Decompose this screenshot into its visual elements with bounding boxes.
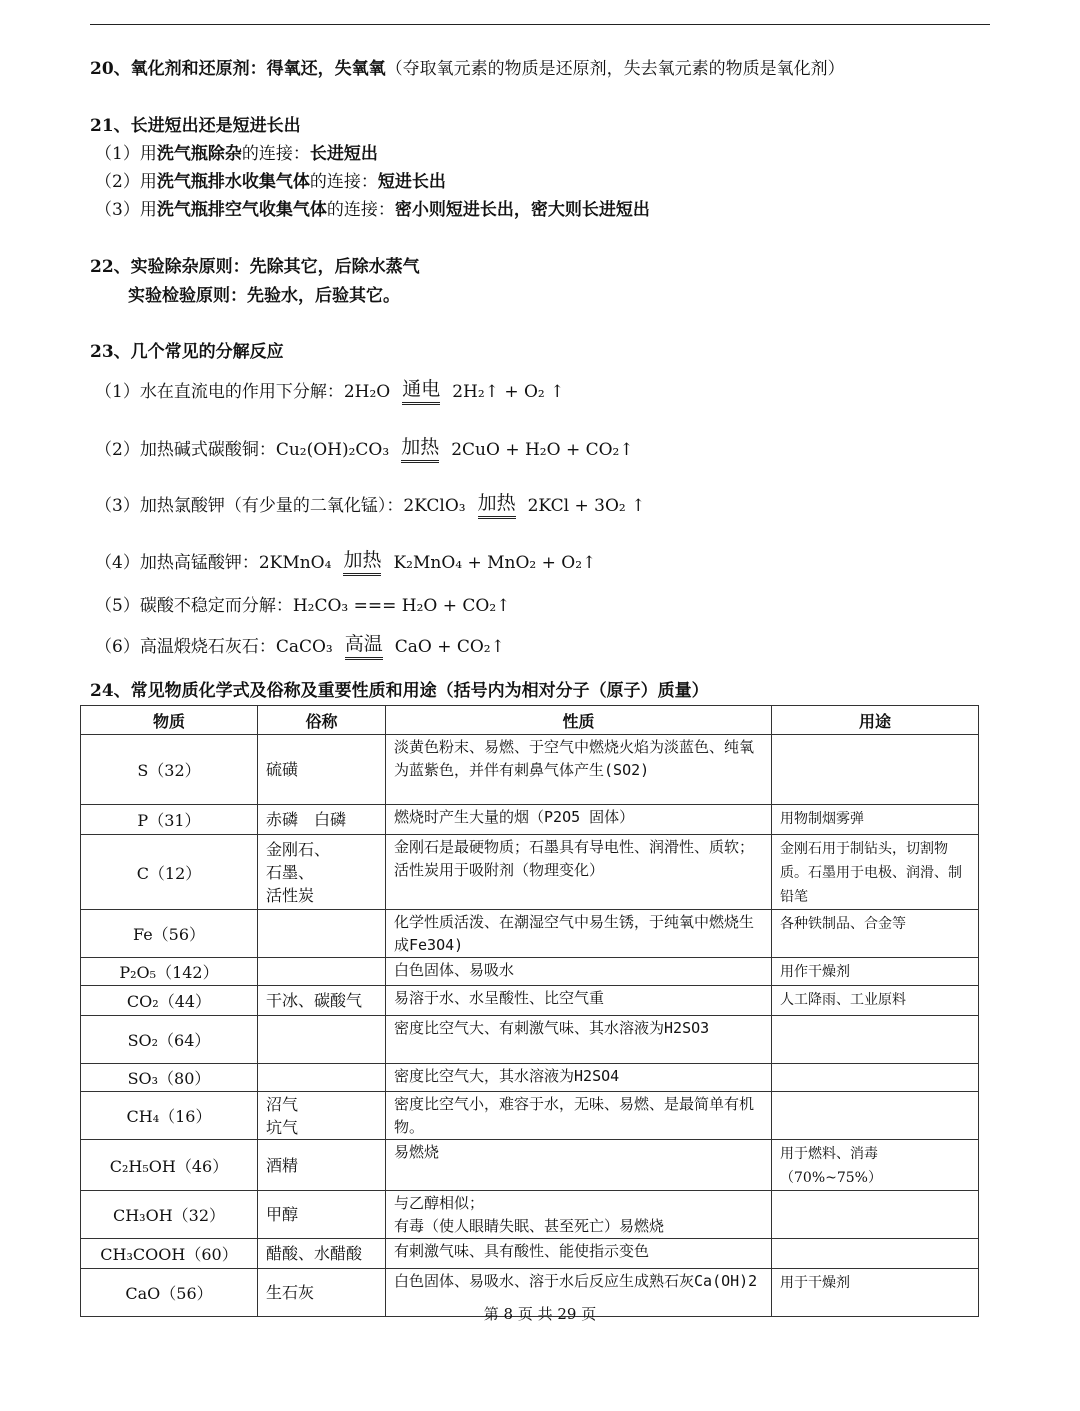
use-cell: 金刚石用于制钻头，切割物质。石墨用于电极、润滑、制铅笔 [772, 835, 979, 910]
table-row [81, 835, 979, 910]
top-rule [90, 24, 990, 25]
table-row [81, 1239, 979, 1269]
alias-cell [258, 958, 386, 986]
substance-cell: CH₃COOH（60） [81, 1239, 258, 1269]
section-21-item [95, 143, 378, 165]
item-prefix: （2）用 [95, 172, 157, 192]
reaction-4 [95, 549, 596, 576]
reaction-6 [95, 633, 505, 660]
alias-cell: 金刚石、 石墨、 活性炭 [258, 835, 386, 910]
table-row [81, 986, 979, 1016]
use-cell [772, 1016, 979, 1064]
alias-cell: 酒精 [258, 1140, 386, 1191]
alias-cell [258, 1016, 386, 1064]
column-header-substance: 物质 [81, 706, 258, 735]
use-cell [772, 1191, 979, 1239]
alias-cell: 干冰、碳酸气 [258, 986, 386, 1016]
reaction-1 [95, 378, 564, 405]
reaction-condition: 加热 [401, 436, 439, 463]
table-row [81, 1092, 979, 1140]
section-22-line1: 22、实验除杂原则：先除其它，后除水蒸气 [90, 257, 420, 277]
item-mid: 的连接： [326, 200, 395, 220]
table-row [81, 1140, 979, 1191]
substance-cell: P（31） [81, 805, 258, 835]
item-tail: 短进长出 [377, 172, 446, 192]
property-cell: 易溶于水、水呈酸性、比空气重 [386, 986, 772, 1016]
use-cell: 用物制烟雾弹 [772, 805, 979, 835]
item-prefix: （1）用 [95, 144, 157, 164]
substance-cell: C（12） [81, 835, 258, 910]
property-cell: 密度比空气大，其水溶液为H2SO4 [386, 1064, 772, 1092]
use-cell [772, 1092, 979, 1140]
use-cell: 用于干燥剂 [772, 1269, 979, 1317]
property-cell: 白色固体、易吸水、溶于水后反应生成熟石灰Ca(OH)2 [386, 1269, 772, 1317]
substance-table [80, 705, 979, 1317]
section-20-note: （夺取氧元素的物质是还原剂，失去氧元素的物质是氧化剂） [385, 59, 845, 79]
section-24-heading: 24、常见物质化学式及俗称及重要性质和用途（括号内为相对分子（原子）质量） [90, 681, 709, 701]
use-cell [772, 1239, 979, 1269]
use-cell: 用作干燥剂 [772, 958, 979, 986]
property-cell: 金刚石是最硬物质；石墨具有导电性、润滑性、质软；活性炭用于吸附剂（物理变化） [386, 835, 772, 910]
item-bold: 洗气瓶除杂 [156, 144, 242, 164]
item-tail: 密小则短进长出，密大则长进短出 [394, 200, 650, 220]
reaction-5 [95, 595, 510, 617]
table-header-row [81, 706, 979, 735]
property-cell: 易燃烧 [386, 1140, 772, 1191]
reaction-reactants: （3）加热氯酸钾（有少量的二氧化锰）：2KClO₃ [95, 495, 466, 516]
reaction-condition: 加热 [478, 492, 516, 519]
section-21-heading: 21、长进短出还是短进长出 [90, 116, 301, 136]
substance-cell: P₂O₅（142） [81, 958, 258, 986]
alias-cell: 沼气 坑气 [258, 1092, 386, 1140]
property-cell: 密度比空气大、有刺激气味、其水溶液为H2SO3 [386, 1016, 772, 1064]
use-cell: 用于燃料、消毒（70%~75%） [772, 1140, 979, 1191]
alias-cell [258, 910, 386, 958]
item-bold: 洗气瓶排空气收集气体 [156, 200, 327, 220]
property-cell: 燃烧时产生大量的烟（P2O5 固体） [386, 805, 772, 835]
reaction-condition: 通电 [402, 378, 440, 405]
reaction-reactants: （4）加热高锰酸钾：2KMnO₄ [95, 552, 332, 573]
section-21-item [95, 171, 446, 193]
substance-cell: C₂H₅OH（46） [81, 1140, 258, 1191]
property-cell: 密度比空气小，难容于水，无味、易燃、是最简单有机物。 [386, 1092, 772, 1140]
alias-cell: 硫磺 [258, 735, 386, 805]
substance-cell: SO₂（64） [81, 1016, 258, 1064]
substance-cell: CO₂（44） [81, 986, 258, 1016]
property-cell: 淡黄色粉末、易燃、于空气中燃烧火焰为淡蓝色、纯氧为蓝紫色，并伴有刺鼻气体产生(SO2) [386, 735, 772, 805]
reaction-condition: 高温 [345, 633, 383, 660]
reaction-condition: 加热 [343, 549, 381, 576]
alias-cell: 生石灰 [258, 1269, 386, 1317]
substance-cell: CH₄（16） [81, 1092, 258, 1140]
reaction-3 [95, 492, 645, 519]
item-mid: 的连接： [309, 172, 378, 192]
table-row [81, 735, 979, 805]
substance-cell: S（32） [81, 735, 258, 805]
table-row [81, 910, 979, 958]
substance-cell: CaO（56） [81, 1269, 258, 1317]
reaction-2 [95, 436, 634, 463]
item-tail: 长进短出 [309, 144, 378, 164]
use-cell [772, 735, 979, 805]
section-21-item [95, 199, 650, 221]
alias-cell: 醋酸、水醋酸 [258, 1239, 386, 1269]
table-row [81, 1016, 979, 1064]
page-footer: 第 8 页 共 29 页 [483, 1305, 597, 1323]
property-cell: 与乙醇相似； 有毒（使人眼睛失眠、甚至死亡）易燃烧 [386, 1191, 772, 1239]
column-header-property: 性质 [386, 706, 772, 735]
reaction-products: CaO + CO₂↑ [394, 636, 505, 657]
substance-cell: Fe（56） [81, 910, 258, 958]
table-row [81, 1064, 979, 1092]
use-cell: 人工降雨、工业原料 [772, 986, 979, 1016]
table-row [81, 805, 979, 835]
property-cell: 白色固体、易吸水 [386, 958, 772, 986]
alias-cell [258, 1064, 386, 1092]
reaction-reactants: （5）碳酸不稳定而分解：H₂CO₃ === H₂O + CO₂↑ [95, 596, 511, 616]
use-cell: 各种铁制品、合金等 [772, 910, 979, 958]
reaction-products: K₂MnO₄ + MnO₂ + O₂↑ [393, 552, 597, 573]
column-header-alias: 俗称 [258, 706, 386, 735]
reaction-reactants: （1）水在直流电的作用下分解：2H₂O [95, 381, 391, 402]
use-cell [772, 1064, 979, 1092]
reaction-products: 2CuO + H₂O + CO₂↑ [451, 439, 634, 460]
section-23-heading: 23、几个常见的分解反应 [90, 342, 284, 362]
table-row [81, 958, 979, 986]
alias-cell: 甲醇 [258, 1191, 386, 1239]
alias-cell: 赤磷 白磷 [258, 805, 386, 835]
item-mid: 的连接： [241, 144, 310, 164]
reaction-reactants: （2）加热碱式碳酸铜：Cu₂(OH)₂CO₃ [95, 439, 390, 460]
item-prefix: （3）用 [95, 200, 157, 220]
section-22-line2: 实验检验原则：先验水，后验其它。 [128, 286, 400, 306]
reaction-products: 2KCl + 3O₂ ↑ [527, 495, 646, 516]
reaction-reactants: （6）高温煅烧石灰石：CaCO₃ [95, 636, 333, 657]
table-row [81, 1191, 979, 1239]
substance-cell: CH₃OH（32） [81, 1191, 258, 1239]
item-bold: 洗气瓶排水收集气体 [156, 172, 310, 192]
reaction-products: 2H₂↑ + O₂ ↑ [452, 381, 565, 402]
property-cell: 化学性质活泼、在潮湿空气中易生锈，于纯氧中燃烧生成Fe3O4) [386, 910, 772, 958]
section-20 [90, 58, 845, 80]
column-header-use: 用途 [772, 706, 979, 735]
substance-cell: SO₃（80） [81, 1064, 258, 1092]
property-cell: 有刺激气味、具有酸性、能使指示变色 [386, 1239, 772, 1269]
section-20-heading: 20、氧化剂和还原剂：得氧还，失氧氧 [90, 59, 386, 79]
